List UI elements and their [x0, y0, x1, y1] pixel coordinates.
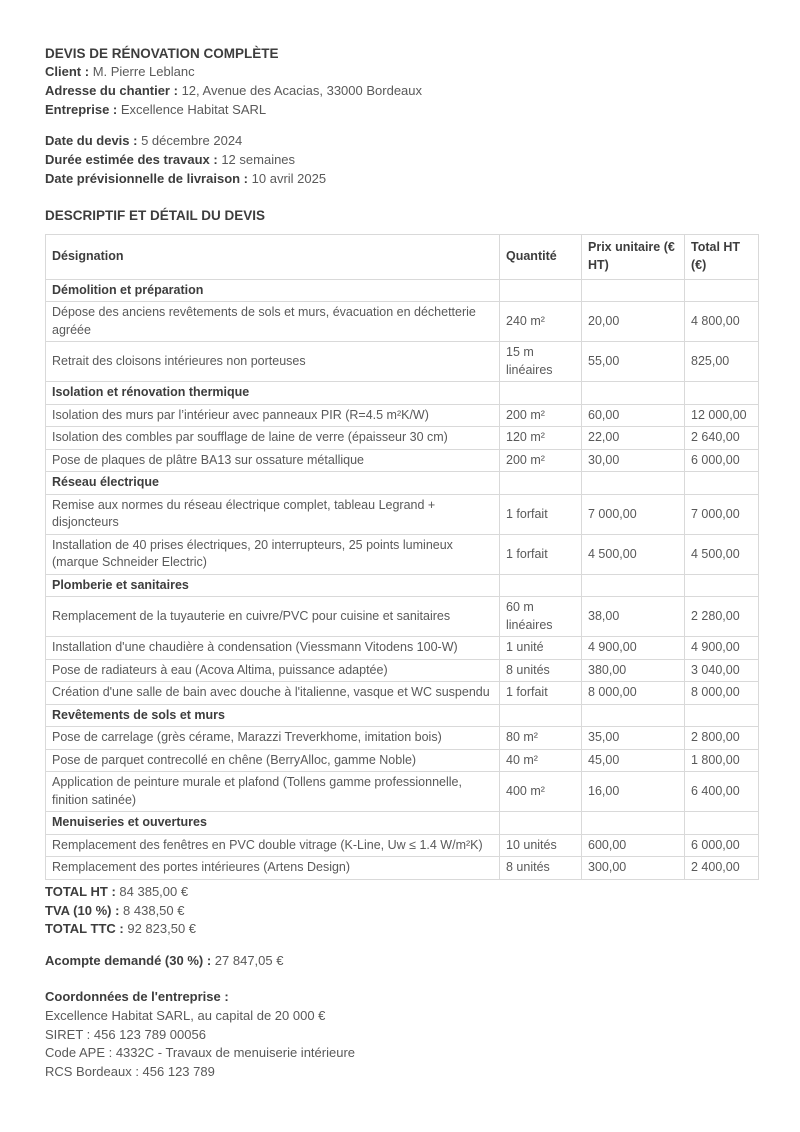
designation-cell: Pose de radiateurs à eau (Acova Altima, puissance adaptée): [46, 659, 500, 682]
table-section-row: [46, 472, 759, 495]
total-line-value: 8 438,50 €: [123, 902, 185, 918]
client-info-line-label: Adresse du chantier :: [45, 82, 178, 98]
designation-cell: Pose de parquet contrecollé en chêne (BerryAlloc, gamme Noble): [46, 749, 500, 772]
total-line-value: 92 823,50 €: [127, 921, 197, 937]
table-item-row: [46, 682, 759, 705]
table-item-row: [46, 302, 759, 342]
empty-cell: [685, 279, 759, 302]
prix-unitaire-cell: 300,00: [582, 857, 685, 880]
date-info-line-value: 5 décembre 2024: [141, 133, 243, 149]
empty-cell: [582, 472, 685, 495]
document-title: DEVIS DE RÉNOVATION COMPLÈTE: [45, 46, 279, 61]
date-info-line-label: Durée estimée des travaux :: [45, 152, 218, 168]
total-ht-cell: 4 500,00: [685, 534, 759, 574]
client-info-block: [45, 63, 757, 119]
empty-cell: [500, 574, 582, 597]
designation-cell: Retrait des cloisons intérieures non porteuses: [46, 342, 500, 382]
client-info-line-value: Excellence Habitat SARL: [120, 101, 267, 117]
prix-unitaire-cell: 4 900,00: [582, 637, 685, 660]
designation-cell: Pose de carrelage (grès cérame, Marazzi Treverkhome, imitation bois): [46, 727, 500, 750]
total-ht-cell: 7 000,00: [685, 494, 759, 534]
totals-block: [45, 883, 757, 939]
devis-table: [45, 234, 759, 880]
table-item-row: [46, 727, 759, 750]
company-block: [45, 988, 757, 1082]
quantite-cell: 1 forfait: [500, 534, 582, 574]
total-ht-cell: 3 040,00: [685, 659, 759, 682]
prix-unitaire-cell: 60,00: [582, 404, 685, 427]
table-item-row: [46, 342, 759, 382]
total-line: [45, 902, 757, 921]
prix-unitaire-cell: 8 000,00: [582, 682, 685, 705]
section-name-cell: Plomberie et sanitaires: [46, 574, 500, 597]
client-info-line: [45, 63, 757, 82]
quantite-cell: 8 unités: [500, 659, 582, 682]
total-ht-cell: 1 800,00: [685, 749, 759, 772]
empty-cell: [582, 382, 685, 405]
empty-cell: [685, 574, 759, 597]
empty-cell: [582, 812, 685, 835]
section-name-cell: Isolation et rénovation thermique: [46, 382, 500, 405]
table-item-row: [46, 449, 759, 472]
client-info-line-label: Client :: [45, 64, 90, 79]
table-item-row: [46, 749, 759, 772]
table-item-row: [46, 772, 759, 812]
quantite-cell: 10 unités: [500, 834, 582, 857]
total-line-label: TVA (10 %) :: [45, 902, 120, 918]
total-ht-cell: 825,00: [685, 342, 759, 382]
section-name-cell: Démolition et préparation: [46, 279, 500, 302]
date-info-line: [45, 170, 757, 189]
client-info-line-value: M. Pierre Leblanc: [92, 64, 195, 79]
table-item-row: [46, 857, 759, 880]
table-section-row: [46, 382, 759, 405]
empty-cell: [582, 574, 685, 597]
total-ht-cell: 2 280,00: [685, 597, 759, 637]
quantite-cell: 80 m²: [500, 727, 582, 750]
quantite-cell: 200 m²: [500, 449, 582, 472]
quantite-cell: 400 m²: [500, 772, 582, 812]
table-header-row: [46, 234, 759, 279]
empty-cell: [582, 279, 685, 302]
company-heading: Coordonnées de l'entreprise :: [45, 988, 229, 1004]
quantite-cell: 1 unité: [500, 637, 582, 660]
quantite-cell: 40 m²: [500, 749, 582, 772]
section-title: DESCRIPTIF ET DÉTAIL DU DEVIS: [45, 207, 266, 223]
table-section-row: [46, 574, 759, 597]
table-section-row: [46, 812, 759, 835]
prix-unitaire-cell: 55,00: [582, 342, 685, 382]
total-line-label: TOTAL TTC :: [45, 921, 124, 937]
company-heading-line: [45, 988, 757, 1007]
col-header-designation: Désignation: [46, 234, 500, 279]
prix-unitaire-cell: 4 500,00: [582, 534, 685, 574]
prix-unitaire-cell: 30,00: [582, 449, 685, 472]
total-line-label: TOTAL HT :: [45, 883, 116, 899]
empty-cell: [685, 812, 759, 835]
designation-cell: Isolation des combles par soufflage de laine de verre (épaisseur 30 cm): [46, 427, 500, 450]
prix-unitaire-cell: 22,00: [582, 427, 685, 450]
designation-cell: Création d'une salle de bain avec douche à l'italienne, vasque et WC suspendu: [46, 682, 500, 705]
table-item-row: [46, 659, 759, 682]
total-ht-cell: 12 000,00: [685, 404, 759, 427]
empty-cell: [500, 472, 582, 495]
section-name-cell: Revêtements de sols et murs: [46, 704, 500, 727]
designation-cell: Isolation des murs par l’intérieur avec panneaux PIR (R=4.5 m²K/W): [46, 404, 500, 427]
empty-cell: [685, 704, 759, 727]
table-item-row: [46, 534, 759, 574]
table-section-row: [46, 279, 759, 302]
date-info-line-value: 10 avril 2025: [251, 170, 327, 186]
designation-cell: Remise aux normes du réseau électrique complet, tableau Legrand + disjoncteurs: [46, 494, 500, 534]
total-ht-cell: 6 000,00: [685, 449, 759, 472]
designation-cell: Pose de plaques de plâtre BA13 sur ossature métallique: [46, 449, 500, 472]
empty-cell: [500, 704, 582, 727]
company-detail-line: SIRET : 456 123 789 00056: [45, 1026, 206, 1042]
col-header-total-ht: Total HT (€): [685, 234, 759, 279]
prix-unitaire-cell: 600,00: [582, 834, 685, 857]
empty-cell: [685, 472, 759, 495]
table-section-row: [46, 704, 759, 727]
dates-block: [45, 132, 757, 188]
table-item-row: [46, 404, 759, 427]
client-info-line-value: 12, Avenue des Acacias, 33000 Bordeaux: [181, 82, 423, 98]
table-item-row: [46, 597, 759, 637]
table-item-row: [46, 494, 759, 534]
section-name-cell: Menuiseries et ouvertures: [46, 812, 500, 835]
client-info-line: [45, 101, 757, 120]
company-detail-line: Excellence Habitat SARL, au capital de 20 000 €: [45, 1007, 326, 1023]
col-header-prix-unitaire: Prix unitaire (€ HT): [582, 234, 685, 279]
quantite-cell: 1 forfait: [500, 682, 582, 705]
total-line-value: 84 385,00 €: [119, 883, 189, 899]
quantite-cell: 200 m²: [500, 404, 582, 427]
col-header-quantite: Quantité: [500, 234, 582, 279]
prix-unitaire-cell: 35,00: [582, 727, 685, 750]
total-line: [45, 920, 757, 939]
prix-unitaire-cell: 45,00: [582, 749, 685, 772]
section-name-cell: Réseau électrique: [46, 472, 500, 495]
empty-cell: [582, 704, 685, 727]
designation-cell: Installation de 40 prises électriques, 20 interrupteurs, 25 points lumineux (marque Schneider Electric): [46, 534, 500, 574]
deposit-label: Acompte demandé (30 %) :: [45, 953, 212, 969]
date-info-line-value: 12 semaines: [221, 152, 296, 168]
deposit-value: 27 847,05 €: [214, 953, 284, 969]
prix-unitaire-cell: 38,00: [582, 597, 685, 637]
empty-cell: [500, 279, 582, 302]
empty-cell: [500, 382, 582, 405]
company-detail-line: RCS Bordeaux : 456 123 789: [45, 1064, 215, 1080]
date-info-line-label: Date prévisionnelle de livraison :: [45, 170, 249, 186]
total-ht-cell: 2 400,00: [685, 857, 759, 880]
total-ht-cell: 6 400,00: [685, 772, 759, 812]
deposit-line: [45, 952, 757, 971]
designation-cell: Remplacement des portes intérieures (Artens Design): [46, 857, 500, 880]
table-item-row: [46, 637, 759, 660]
empty-cell: [685, 382, 759, 405]
quantite-cell: 240 m²: [500, 302, 582, 342]
total-ht-cell: 6 000,00: [685, 834, 759, 857]
company-detail-line: Code APE : 4332C - Travaux de menuiserie intérieure: [45, 1045, 356, 1061]
client-info-line-label: Entreprise :: [45, 101, 118, 117]
designation-cell: Application de peinture murale et plafond (Tollens gamme professionnelle, finition satinée): [46, 772, 500, 812]
quantite-cell: 15 m linéaires: [500, 342, 582, 382]
table-item-row: [46, 834, 759, 857]
total-ht-cell: 2 800,00: [685, 727, 759, 750]
table-item-row: [46, 427, 759, 450]
prix-unitaire-cell: 16,00: [582, 772, 685, 812]
designation-cell: Remplacement des fenêtres en PVC double vitrage (K-Line, Uw ≤ 1.4 W/m²K): [46, 834, 500, 857]
quantite-cell: 1 forfait: [500, 494, 582, 534]
devis-table-body: [46, 279, 759, 879]
empty-cell: [500, 812, 582, 835]
total-ht-cell: 2 640,00: [685, 427, 759, 450]
total-ht-cell: 8 000,00: [685, 682, 759, 705]
quantite-cell: 8 unités: [500, 857, 582, 880]
designation-cell: Remplacement de la tuyauterie en cuivre/PVC pour cuisine et sanitaires: [46, 597, 500, 637]
date-info-line-label: Date du devis :: [45, 133, 138, 149]
prix-unitaire-cell: 380,00: [582, 659, 685, 682]
total-line: [45, 883, 757, 902]
total-ht-cell: 4 900,00: [685, 637, 759, 660]
designation-cell: Dépose des anciens revêtements de sols et murs, évacuation en déchetterie agréée: [46, 302, 500, 342]
date-info-line: [45, 132, 757, 151]
quantite-cell: 120 m²: [500, 427, 582, 450]
prix-unitaire-cell: 20,00: [582, 302, 685, 342]
prix-unitaire-cell: 7 000,00: [582, 494, 685, 534]
quantite-cell: 60 m linéaires: [500, 597, 582, 637]
designation-cell: Installation d'une chaudière à condensation (Viessmann Vitodens 100-W): [46, 637, 500, 660]
total-ht-cell: 4 800,00: [685, 302, 759, 342]
client-info-line: [45, 82, 757, 101]
company-lines: [45, 1007, 757, 1082]
date-info-line: [45, 151, 757, 170]
